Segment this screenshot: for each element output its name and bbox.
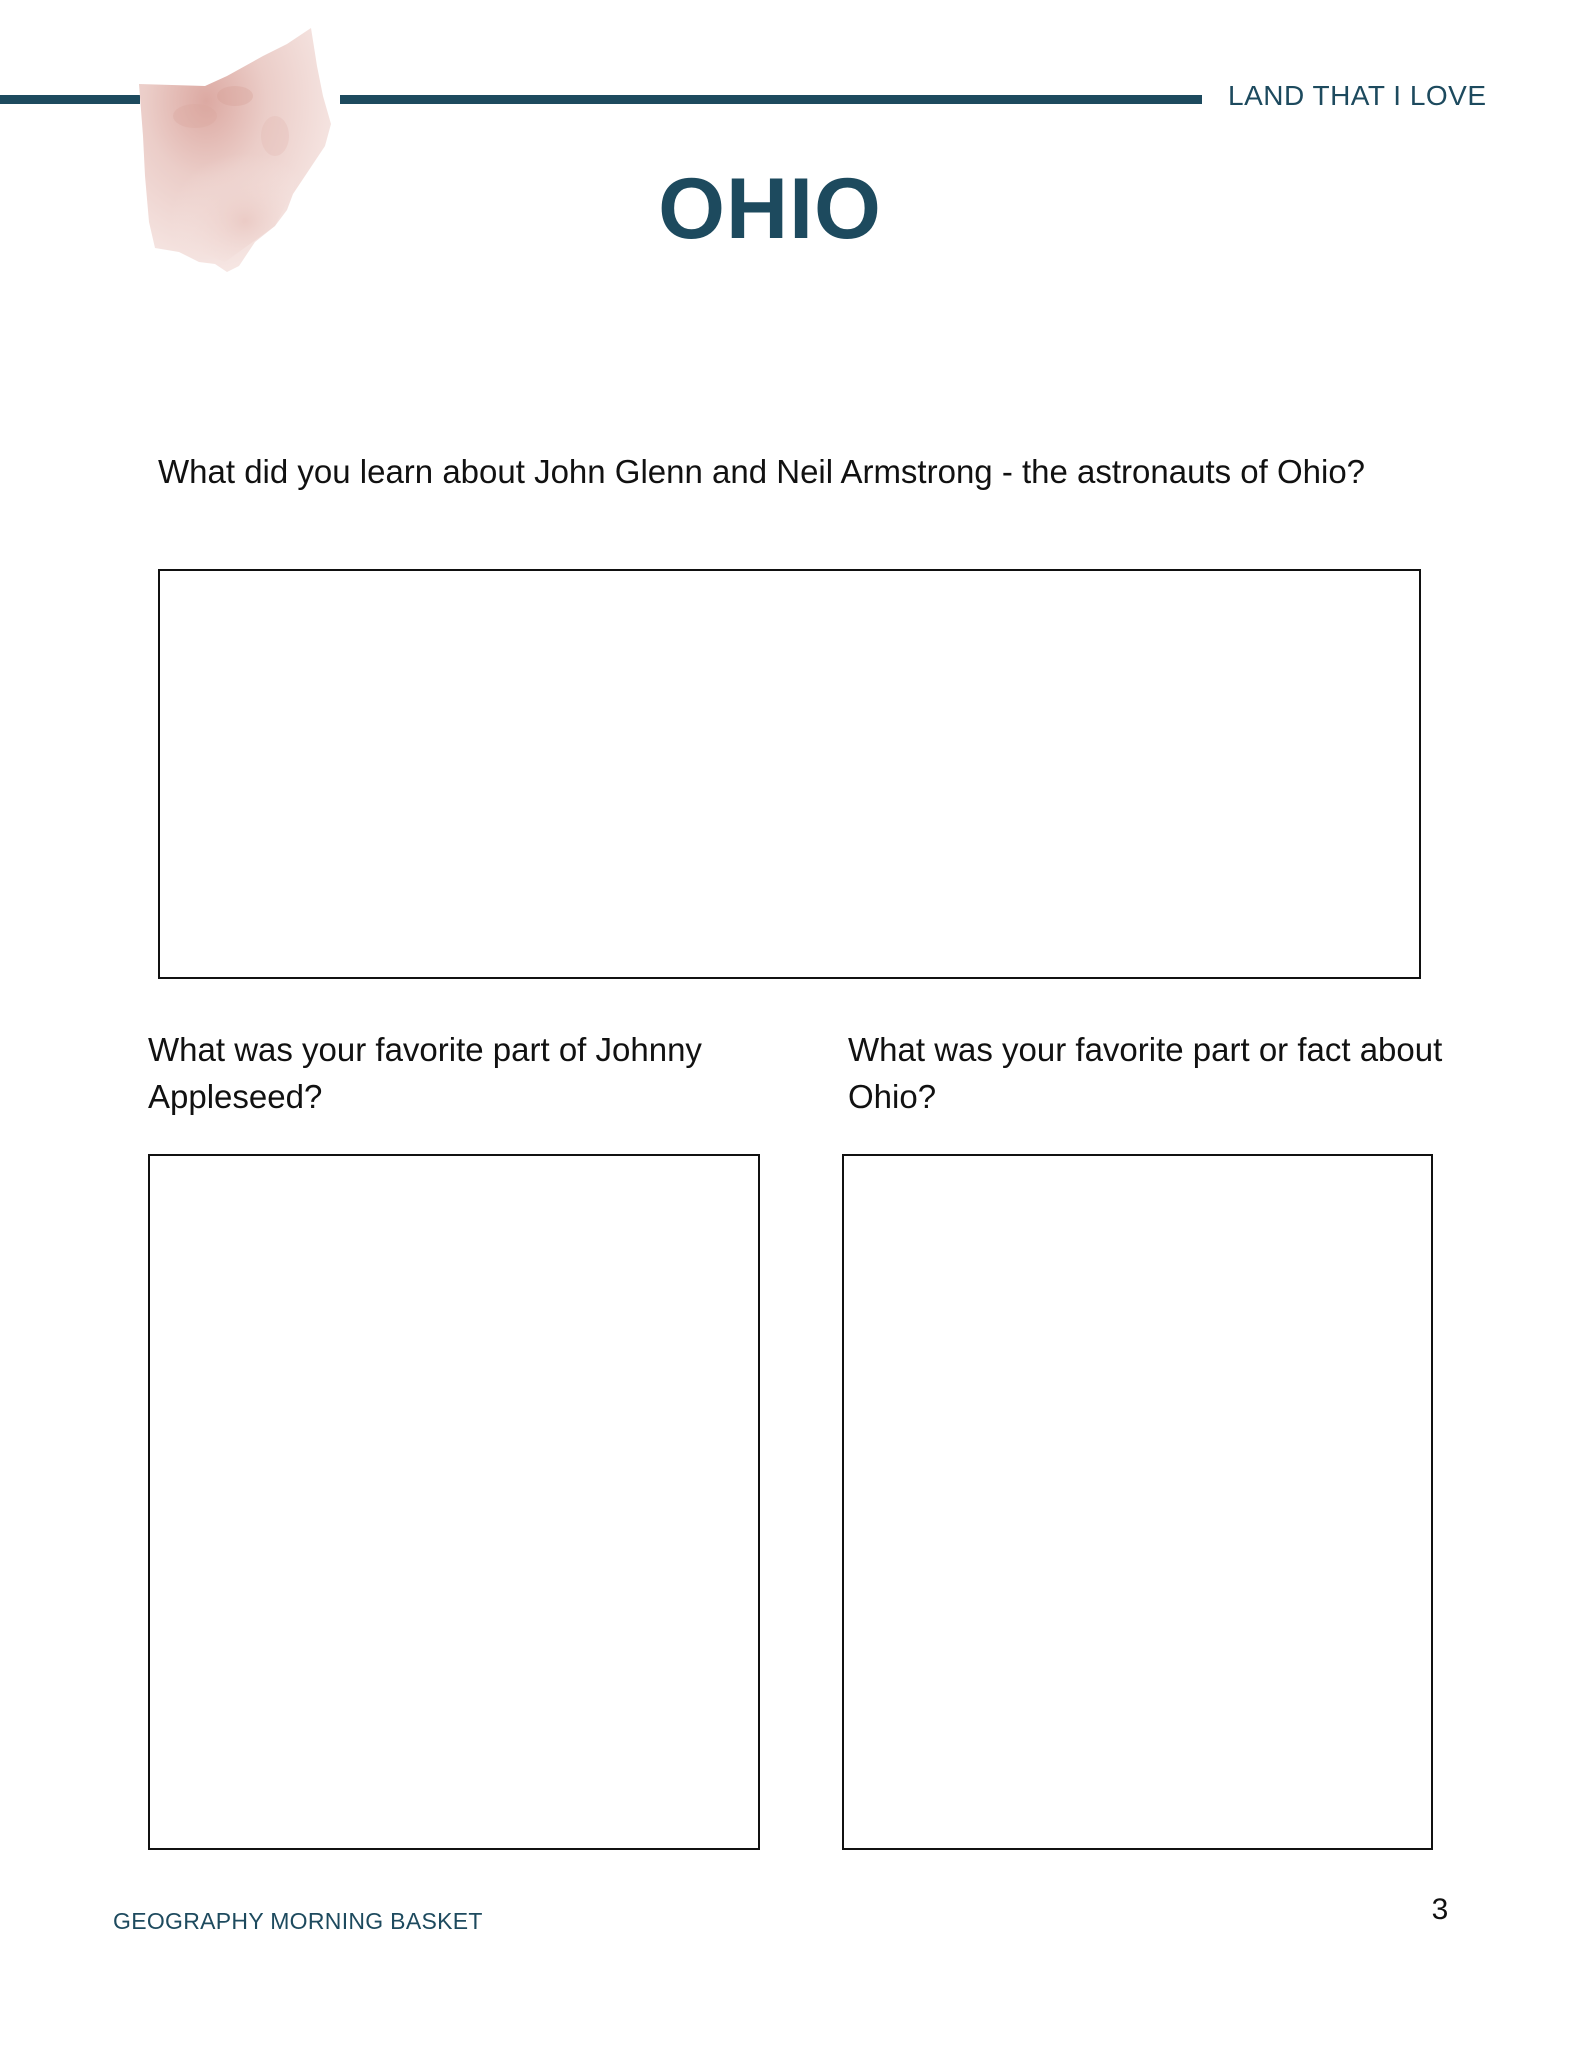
question-astronauts: What did you learn about John Glenn and Neil Armstrong - the astronauts of Ohio?	[158, 453, 1366, 490]
header-rule-right	[340, 95, 1202, 104]
question-johnny-appleseed: What was your favorite part of Johnny Appleseed?	[148, 1031, 702, 1115]
question-favorite-ohio-fact: What was your favorite part or fact about Ohio?	[848, 1031, 1443, 1115]
series-label: LAND THAT I LOVE	[1228, 80, 1487, 111]
answer-box-astronauts[interactable]	[158, 569, 1421, 979]
page-number: 3	[1431, 1893, 1449, 1926]
answer-box-favorite-ohio-fact[interactable]	[842, 1154, 1433, 1850]
header-rule-left	[0, 95, 140, 104]
answer-box-johnny-appleseed[interactable]	[148, 1154, 760, 1850]
page-title: OHIO	[658, 161, 882, 257]
footer-label: GEOGRAPHY MORNING BASKET	[113, 1908, 483, 1934]
